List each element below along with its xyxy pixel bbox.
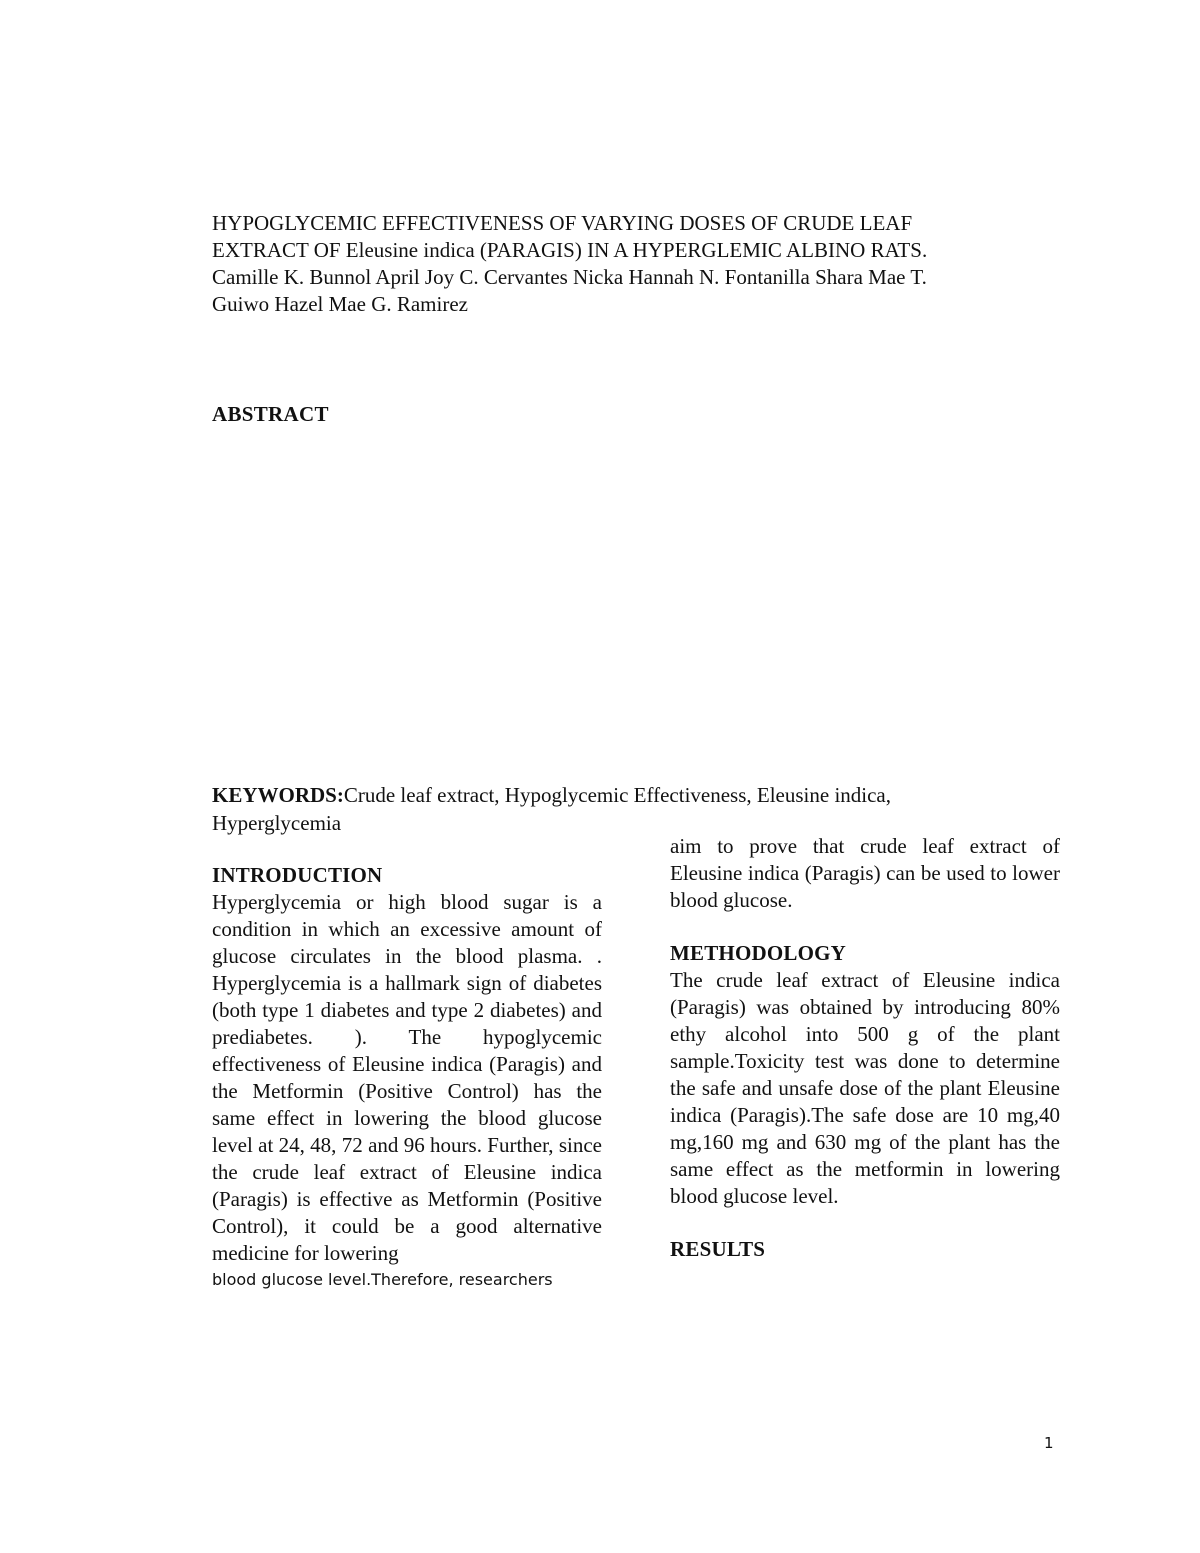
methodology-body: The crude leaf extract of Eleusine indica (Paragis) was obtained by introducing 80% ethy alcohol into 500 g of the plant sample.Toxicity test was done to determine the safe and unsafe dose of the plant Eleusine indica (Paragis).The safe dose are 10 mg,40 mg,160 mg and 630 mg of the plant has the same effect as the metformin in lowering blood glucose level. — [670, 968, 1060, 1208]
title-block — [212, 210, 1042, 318]
introduction-body-tail: blood glucose level.Therefore, researchers — [212, 1270, 553, 1289]
page-number: 1 — [1044, 1434, 1054, 1452]
authors-line-2: Guiwo Hazel Mae G. Ramirez — [212, 292, 468, 316]
section-spacer — [670, 914, 1060, 940]
keywords-paragraph — [212, 781, 992, 837]
authors-line-1: Camille K. Bunnol April Joy C. Cervantes Nicka Hannah N. Fontanilla Shara Mae T. — [212, 265, 927, 289]
results-heading: RESULTS — [670, 1237, 766, 1261]
keywords-text: Crude leaf extract, Hypoglycemic Effectiveness, Eleusine indica, Hyperglycemia — [212, 783, 892, 835]
methodology-heading: METHODOLOGY — [670, 941, 847, 965]
paper-title-line-2: EXTRACT OF Eleusine indica (PARAGIS) IN A HYPERGLEMIC ALBINO RATS. — [212, 238, 928, 262]
section-spacer — [670, 1210, 1060, 1236]
paper-title-line-1: HYPOGLYCEMIC EFFECTIVENESS OF VARYING DOSES OF CRUDE LEAF — [212, 211, 913, 235]
abstract-heading: ABSTRACT — [212, 402, 329, 426]
right-column — [670, 833, 1060, 1263]
left-column — [212, 862, 602, 1293]
introduction-heading: INTRODUCTION — [212, 863, 383, 887]
keywords-label: KEYWORDS: — [212, 783, 344, 807]
introduction-body: Hyperglycemia or high blood sugar is a condition in which an excessive amount of glucose circulates in the blood plasma. . Hyperglycemia is a hallmark sign of diabetes (both type 1 diabetes and type 2 diabetes) and prediabetes. ). The hypoglycemic effectiveness of Eleusine indica (Paragis) and the Metformin (Positive Control) has the same effect in lowering the blood glucose level at 24, 48, 72 and 96 hours. Further, since the crude leaf extract of Eleusine indica (Paragis) is effective as Metformin (Positive Control), it could be a good alternative medicine for lowering — [212, 890, 602, 1265]
introduction-continuation: aim to prove that crude leaf extract of Eleusine indica (Paragis) can be used to lower blood glucose. — [670, 834, 1060, 912]
